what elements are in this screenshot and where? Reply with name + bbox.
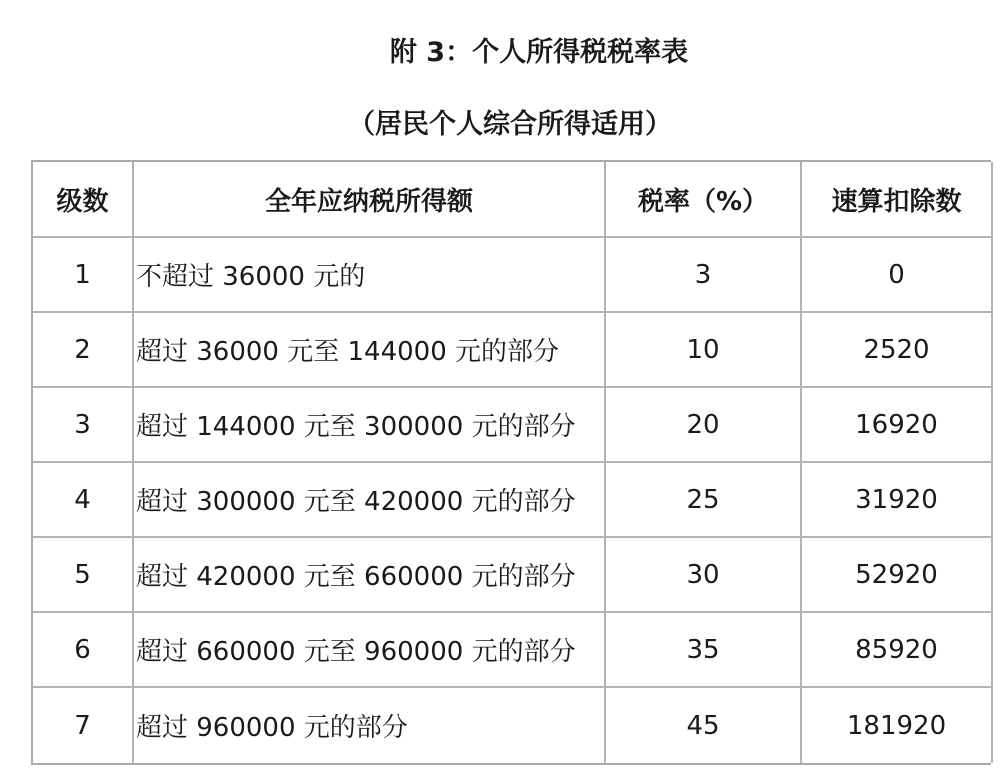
cell-deduction: 52920 [802, 538, 993, 613]
cell-range: 超过 660000 元至 960000 元的部分 [134, 613, 606, 688]
header-taxable-income: 全年应纳税所得额 [134, 162, 606, 238]
cell-rate: 30 [606, 538, 802, 613]
cell-range: 超过 36000 元至 144000 元的部分 [134, 313, 606, 388]
page-subtitle: （居民个人综合所得适用） [348, 109, 672, 140]
page-title: 附 3：个人所得税税率表 [389, 37, 689, 68]
cell-deduction: 0 [802, 238, 993, 313]
cell-deduction: 181920 [802, 688, 993, 763]
tax-rate-table-container [31, 160, 991, 765]
cell-range: 超过 144000 元至 300000 元的部分 [134, 388, 606, 463]
cell-deduction: 16920 [802, 388, 993, 463]
cell-rate: 3 [606, 238, 802, 313]
table-row [33, 613, 993, 688]
cell-level: 4 [33, 463, 134, 538]
cell-level: 7 [33, 688, 134, 763]
table-row [33, 538, 993, 613]
cell-range: 不超过 36000 元的 [134, 238, 606, 313]
cell-range: 超过 420000 元至 660000 元的部分 [134, 538, 606, 613]
tax-rate-table [33, 162, 993, 763]
cell-rate: 10 [606, 313, 802, 388]
table-row [33, 313, 993, 388]
cell-range: 超过 960000 元的部分 [134, 688, 606, 763]
cell-level: 3 [33, 388, 134, 463]
cell-deduction: 31920 [802, 463, 993, 538]
header-tax-rate: 税率（%） [606, 162, 802, 238]
table-header-row [33, 162, 993, 238]
cell-rate: 35 [606, 613, 802, 688]
cell-deduction: 2520 [802, 313, 993, 388]
cell-rate: 45 [606, 688, 802, 763]
table-row [33, 688, 993, 763]
cell-level: 6 [33, 613, 134, 688]
header-quick-deduction: 速算扣除数 [802, 162, 993, 238]
cell-deduction: 85920 [802, 613, 993, 688]
cell-range: 超过 300000 元至 420000 元的部分 [134, 463, 606, 538]
table-row [33, 463, 993, 538]
cell-level: 1 [33, 238, 134, 313]
cell-level: 2 [33, 313, 134, 388]
header-level: 级数 [33, 162, 134, 238]
cell-rate: 20 [606, 388, 802, 463]
cell-rate: 25 [606, 463, 802, 538]
table-row [33, 238, 993, 313]
table-row [33, 388, 993, 463]
cell-level: 5 [33, 538, 134, 613]
